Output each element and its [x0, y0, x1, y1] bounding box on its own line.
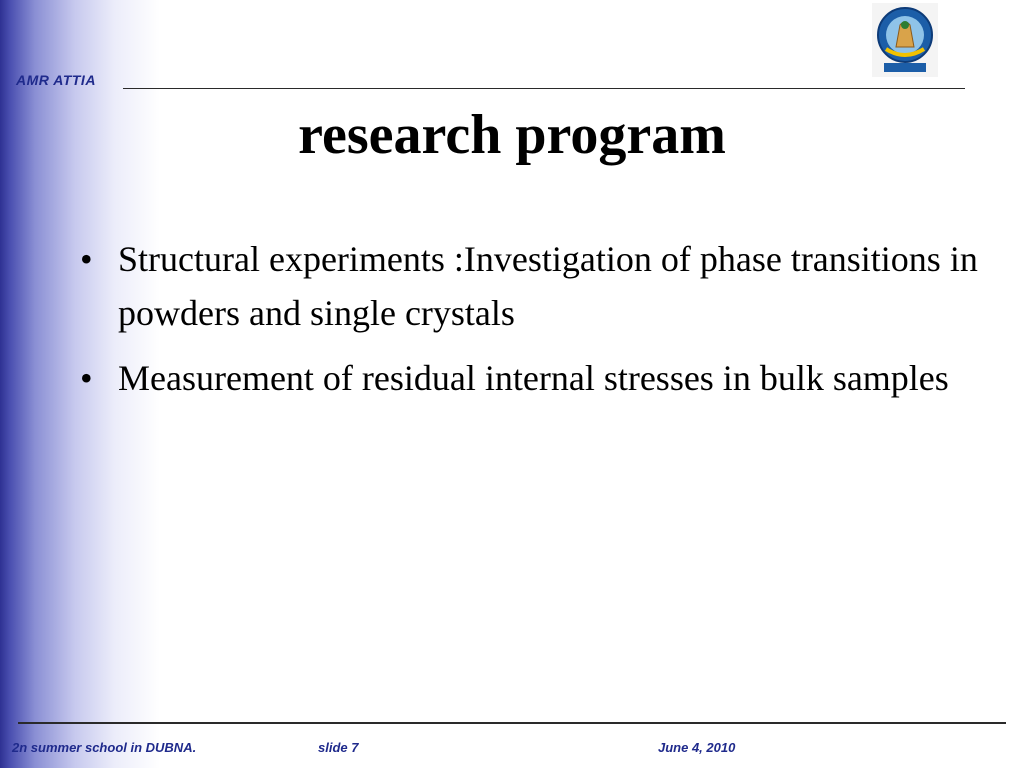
bullet-item — [80, 232, 980, 340]
bullet-marker: • — [80, 239, 93, 279]
footer-slide-number: slide 7 — [318, 740, 359, 755]
bullet-list — [80, 232, 980, 416]
bullet-text: Measurement of residual internal stresses in bulk samples — [118, 358, 949, 398]
slide-title: research program — [298, 104, 726, 166]
footer-divider — [18, 722, 1006, 724]
header-divider — [123, 88, 965, 89]
bullet-item — [80, 351, 980, 405]
header-author: AMR ATTIA — [16, 72, 96, 88]
bullet-text: Structural experiments :Investigation of phase transitions in powders and single crystals — [118, 239, 978, 333]
footer-event: 2n summer school in DUBNA. — [12, 740, 197, 755]
university-logo-icon — [872, 3, 938, 77]
bullet-marker: • — [80, 358, 93, 398]
footer-date: June 4, 2010 — [658, 740, 736, 755]
